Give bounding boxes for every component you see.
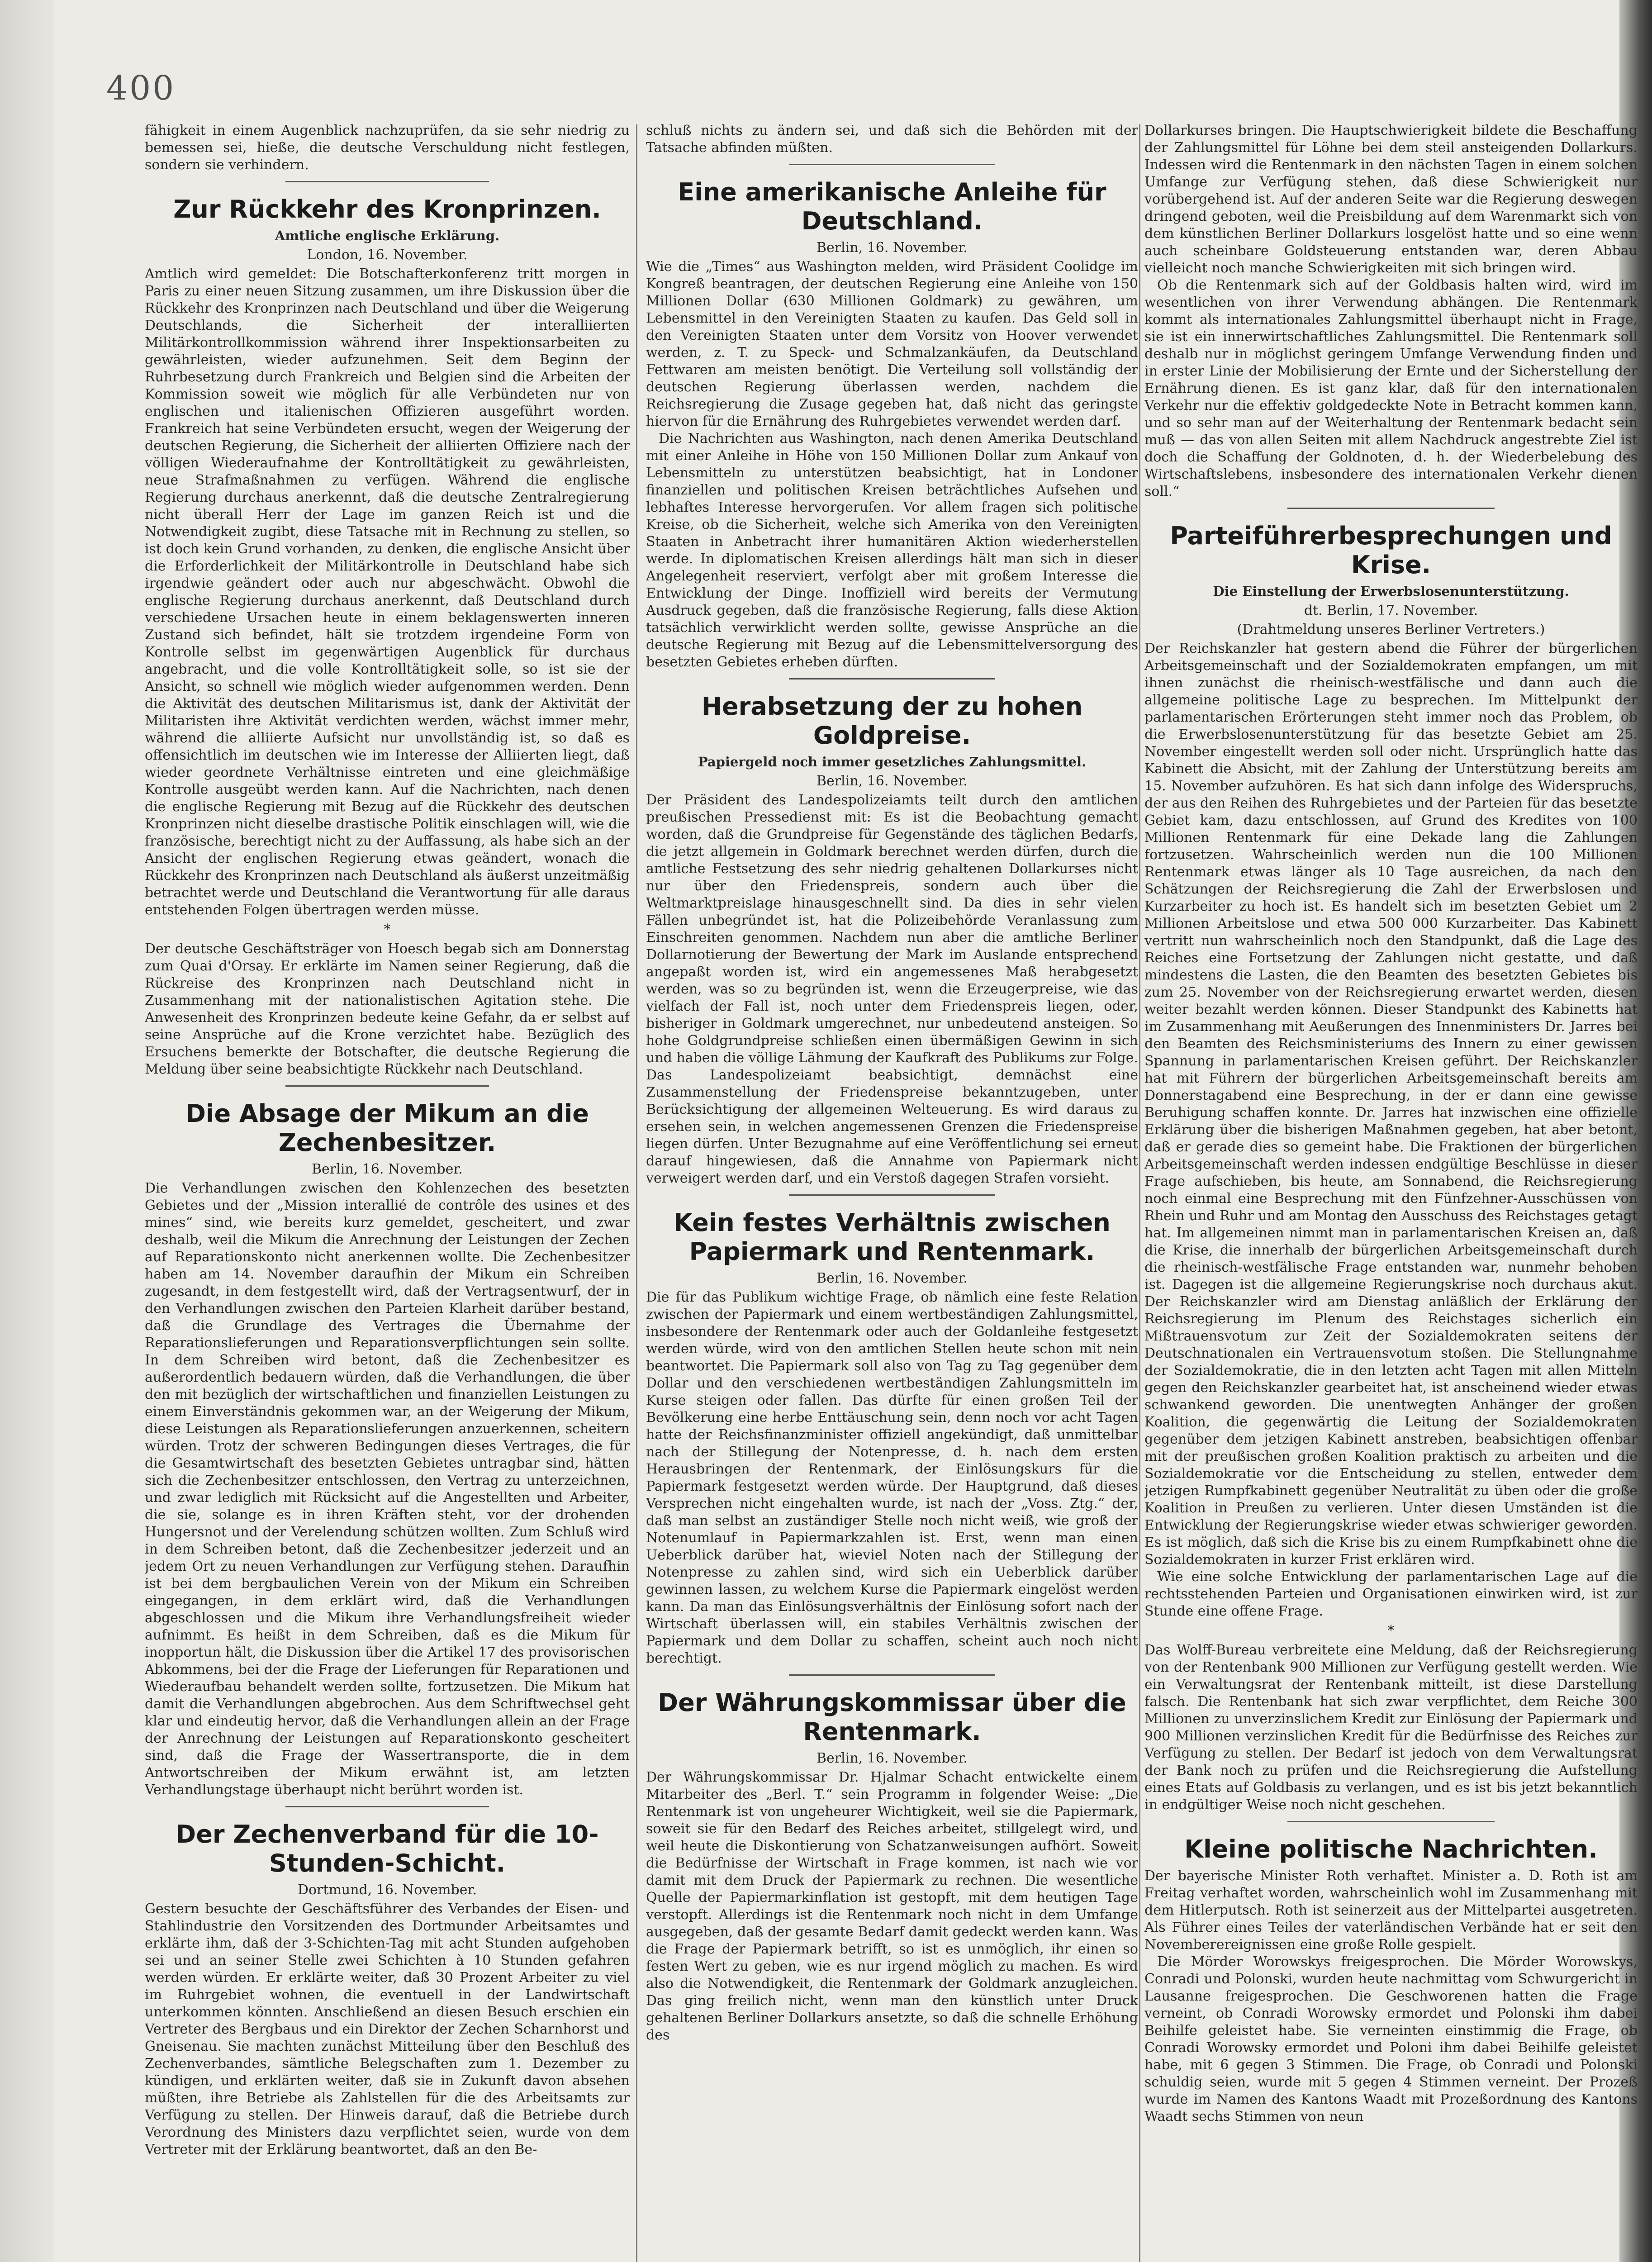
column-3 [1144, 122, 1638, 2262]
article-dateline: dt. Berlin, 17. November. [1304, 603, 1478, 618]
article-subtitle: Papiergeld noch immer gesetzliches Zahlungsmittel. [698, 754, 1087, 770]
column-continuation-text: fähigkeit in einem Augenblick nachzuprüfen, da sie sehr niedrig zu bemessen sei, hieße, die deutsche Verschuldung nicht festlegen, sondern sie verhindern. [145, 123, 630, 173]
article-note: (Drahtmeldung unseres Berliner Vertreters.) [1237, 622, 1545, 637]
article-body: Der Präsident des Landespolizeiamts teilt durch den amtlichen preußischen Pressedienst mit: Es ist die Beobachtung gemacht worden, daß die Grundpreise für Gegenstände des täglichen Bedarfs, die jetzt allgemein in Goldmark berechnet werden dürfen, durch die amtliche Festsetzung des sehr niedrig gehaltenen Dollarkurses nicht nur über den Friedenspreis, sondern auch über die Weltmarktpreislage hinausgeschnellt sind. Da dies in sehr vielen Fällen unbegründet ist, hat die Polizeibehörde Veranlassung zum Einschreiten genommen. Nachdem nun aber die amtliche Berliner Dollarnotierung der Bewertung der Mark im Auslande entsprechend angepaßt worden ist, wird ein angemessenes Maß herabgesetzt werden, was so zu begründen ist, wenn die Erzeugerpreise, wie das vielfach der Fall ist, noch unter dem Friedenspreis liegen, oder, bisheriger in Goldmark umgerechnet, nur unbedeutend ansteigen. So hohe Goldgrundpreise schließen einen übermäßigen Gewinn in sich und haben die völlige Lähmung der Kaufkraft des Publikums zur Folge. Das Landespolizeiamt beabsichtigt, demnächst eine Zusammenstellung der Friedenspreise bekanntzugeben, unter Berücksichtigung der allgemeinen Welteuerung. Es wird daraus zu ersehen sein, in welchen angemessenen Grenzen die Friedenspreise liegen dürfen. Unter Bezugnahme auf eine Veröffentlichung sei erneut darauf hingewiesen, daß die Annahme von Papiermark nicht verweigert werden darf, und ein Verstoß dagegen Strafen vorsieht. [646, 792, 1138, 1186]
column-rule [636, 124, 637, 2262]
article-title-papiermark: Kein festes Verhältnis zwischen Papiermark und Rentenmark. [674, 1208, 1111, 1266]
article-title-zechenverband: Der Zechenverband für die 10-Stunden-Schicht. [176, 1820, 599, 1877]
page-binding-shadow [0, 0, 54, 2262]
article-separator [789, 678, 996, 680]
article-subtitle: Amtliche englische Erklärung. [275, 228, 500, 243]
article-dateline: Berlin, 16. November. [817, 240, 968, 256]
article-body: Der deutsche Geschäftsträger von Hoesch begab sich am Donnerstag zum Quai d'Orsay. Er erklärte im Namen seiner Regierung, daß die Rückreise des Kronprinzen nach Deutschland nicht in Zusammenhang mit der nationalistischen Agitation stehe. Die Anwesenheit des Kronprinzen bedeute keine Gefahr, da er selbst auf seine Ansprüche auf die Krone verzichtet habe. Bezüglich des Ersuchens bemerkte der Botschafter, die deutsche Regierung die Meldung über seine beabsichtigte Rückkehr nach Deutschland. [145, 941, 630, 1077]
article-dateline: Berlin, 16. November. [817, 1270, 968, 1286]
column-1 [145, 122, 630, 2262]
article-dateline: Dortmund, 16. November. [297, 1882, 477, 1898]
column-continuation-text: Dollarkurses bringen. Die Hauptschwierigkeit bildete die Beschaffung der Zahlungsmittel für Löhne bei dem steil ansteigenden Dollarkurs. Indessen wird die Rentenmark in den nächsten Tagen in einem solchen Umfange zur Verfügung stehen, daß diese Schwierigkeit nur vorübergehend ist. Auf der anderen Seite war die Regierung deswegen dringend geboten, weil die Preisbildung auf dem Warenmarkt sich von dem künstlichen Berliner Dollarkurs losgelöst hatte und so eine wenn auch scheinbare Goldsteuerung entstanden war, deren Abbau vielleicht noch manche Schwierigkeiten mit sich bringen wird. [1144, 123, 1638, 276]
article-title-mikum: Die Absage der Mikum an die Zechenbesitzer. [185, 1099, 589, 1157]
column-rule [1139, 124, 1140, 2262]
article-dateline: Berlin, 16. November. [817, 1750, 968, 1766]
article-dateline: Berlin, 16. November. [817, 773, 968, 789]
article-body: Amtlich wird gemeldet: Die Botschafterkonferenz tritt morgen in Paris zu einer neuen Sitzung zusammen, um ihre Diskussion über die Rückkehr des Kronprinzen nach Deutschland und über die Weigerung Deutschlands, die Sicherheit der interalliierten Militärkontrollkommission während ihrer Inspektionsarbeiten zu gewährleisten, wieder aufzunehmen. Seit dem Beginn der Ruhrbesetzung durch Frankreich und Belgien sind die Arbeiten der Kommission soweit wie möglich für alle Verbündeten nur von englischen und italienischen Offizieren ausgeführt worden. Frankreich hat seine Verbündeten ersucht, wegen der Weigerung der deutschen Regierung, die Sicherheit der alliierten Offiziere nach der völligen Wiederaufnahme der Kontrolltätigkeit zu gewährleisten, neue Strafmaßnahmen zu verfügen. Während die englische Regierung durchaus anerkennt, daß die deutsche Zentralregierung nicht überall Herr der Lage im ganzen Reich ist und die Notwendigkeit zugibt, diese Tatsache mit in Rechnung zu stellen, so ist doch kein Grund vorhanden, zu denken, die englische Ansicht über die Erforderlichkeit der Militärkontrolle in Deutschland habe sich irgendwie geändert oder auch nur abgeschwächt. Obwohl die englische Regierung durchaus anerkennt, daß Deutschland durch verschiedene Ursachen heute in einem beklagenswerten inneren Zustand sich befindet, hält sie trotzdem irgendeine Form von Kontrolle selbst im gegenwärtigen Augenblick für durchaus angebracht, und die volle Kontrolltätigkeit solle, so ist sie der Ansicht, so schnell wie möglich wieder aufgenommen werden. Denn die Aktivität des deutschen Militarismus ist, dank der Aktivität der Militaristen ihre Aktivität verdichten werden, wächst immer mehr, während die alliierte Aufsicht nur unvollständig ist, so daß es offensichtlich im deutschen wie im Interesse der Alliierten liegt, daß wieder geordnete Verhältnisse eintreten und eine gleichmäßige Kontrolle ausgeübt werden kann. Auf die Nachrichten, nach denen die englische Regierung mit Bezug auf die Rückkehr des deutschen Kronprinzen nicht dieselbe drastische Politik einschlagen will, wie die französische, berechtigt nicht zu der Auffassung, als habe sich an der Ansicht der englischen Regierung etwas geändert, wonach die Rückkehr des Kronprinzen nach Deutschland als äußerst unzeitmäßig betrachtet werde und Deutschland die Verantwortung für alle daraus entstehenden Folgen übertragen werden müsse. [145, 266, 630, 918]
article-dateline: Berlin, 16. November. [312, 1161, 463, 1177]
article-title-parteifuehrer: Parteiführerbesprechungen und Krise. [1170, 522, 1612, 579]
column-2 [646, 122, 1138, 2262]
article-title-kleine-nachrichten: Kleine politische Nachrichten. [1184, 1835, 1598, 1863]
article-separator [1287, 508, 1495, 509]
article-dateline: London, 16. November. [307, 247, 468, 263]
article-title-goldpreise: Herabsetzung der zu hohen Goldpreise. [701, 692, 1083, 750]
article-separator [285, 181, 489, 182]
article-body: Wie die „Times“ aus Washington melden, wird Präsident Coolidge im Kongreß beantragen, der deutschen Regierung eine Anleihe von 150 Millionen Dollar (630 Millionen Goldmark) zu gewähren, um Lebensmittel in den Vereinigten Staaten zu kaufen. Das Geld soll in den Vereinigten Staaten unter dem Vorsitz von Hoover verwendet werden, z. T. zu Speck- und Schmalzankäufen, da Deutschland Fettwaren am meisten benötigt. Die Verteilung soll vollständig der deutschen Regierung überlassen werden, nachdem die Reichsregierung die Zusage gegeben hat, daß nicht das geringste hiervon für die Ernährung des Ruhrgebietes verwendet werden darf. [646, 259, 1138, 429]
article-body: Die Mörder Worowskys freigesprochen. Die Mörder Worowskys, Conradi und Polonski, wurden heute nachmittag vom Schwurgericht in Lausanne freigesprochen. Die Geschworenen hatten die Frage verneint, ob Conradi Worowsky ermordet und Polonski ihm dabei Beihilfe geleistet habe. Sie verneinten einstimmig die Frage, ob Conradi Worowsky ermordet und Poloni ihm dabei Beihilfe geleistet habe, mit 6 gegen 3 Stimmen. Die Frage, ob Conradi und Polonski schuldig seien, wurde mit 5 gegen 4 Stimmen verneint. Der Prozeß wurde im Namen des Kantons Waadt mit Prozeßordnung des Kantons Waadt sechs Stimmen von neun [1144, 1954, 1638, 2124]
article-body: Das Wolff-Bureau verbreitete eine Meldung, daß der Reichsregierung von der Rentenbank 900 Millionen zur Verfügung gestellt werden. Wie ein Verwaltungsrat der Rentenbank mitteilt, ist diese Darstellung falsch. Die Rentenbank hat sich zwar verpflichtet, dem Reiche 300 Millionen zu unverzinslichem Kredit zur Einlösung der Papiermark und 900 Millionen verzinslichen Kredit für die Bedürfnisse des Reiches zur Verfügung zu stellen. Der Bedarf ist jedoch von dem Verwaltungsrat der Bank noch zu prüfen und die Reichsregierung die Aufstellung eines Etats auf Goldbasis zu verlangen, und es ist bis jetzt bekanntlich in endgültiger Weise noch nicht geschehen. [1144, 1642, 1638, 1813]
article-separator [789, 1674, 996, 1676]
article-separator [789, 164, 996, 165]
article-separator [1287, 1821, 1495, 1822]
article-body: Die für das Publikum wichtige Frage, ob nämlich eine feste Relation zwischen der Papiermark und einem wertbeständigen Zahlungsmittel, insbesondere der Rentenmark oder auch der Goldanleihe festgesetzt werden würde, wird von den amtlichen Stellen heute schon mit nein beantwortet. Die Papiermark soll also von Tag zu Tag gegenüber dem Dollar und den verschiedenen wertbeständigen Zahlungsmitteln im Kurse steigen oder fallen. Das dürfte für einen großen Teil der Bevölkerung eine herbe Enttäuschung sein, denn noch vor acht Tagen hatte der Reichsfinanzminister offiziell angekündigt, daß unmittelbar nach der Stillegung der Notenpresse, d. h. nach dem ersten Herausbringen der Rentenmark, der Einlösungskurs für die Papiermark festgesetzt werden würde. Der Hauptgrund, daß dieses Versprechen nicht eingehalten wurde, ist nach der „Voss. Ztg.“ der, daß man selbst an zuständiger Stelle noch nicht weiß, wie groß der Notenumlauf in Papiermarkzahlen ist. Erst, wenn man einen Ueberblick darüber hat, wieviel Noten nach der Stillegung der Notenpresse zu zahlen sind, wird sich ein Ueberblick darüber gewinnen lassen, zu welchem Kurse die Papiermark eingelöst werden kann. Da man das Einlösungsverhältnis der Einlösung sofort nach der Wirtschaft überlassen will, ein stabiles Verhältnis zwischen der Papiermark und dem Dollar zu schaffen, scheint auch noch nicht berechtigt. [646, 1289, 1138, 1666]
article-subtitle: Die Einstellung der Erwerbslosenunterstützung. [1213, 584, 1569, 599]
article-body: Ob die Rentenmark sich auf der Goldbasis halten wird, wird im wesentlichen von ihrer Verwendung abhängen. Die Rentenmark kommt als internationales Zahlungsmittel überhaupt nicht in Frage, sie ist ein innerwirtschaftliches Zahlungsmittel. Die Rentenmark soll deshalb nur in möglichst geringem Umfange Verwendung finden und in erster Linie der Mobilisierung der Ernte und der Sicherstellung der Ernährung dienen. Es ist ganz klar, daß für den internationalen Verkehr nur die effektiv goldgedeckte Note in Betracht kommen kann, und so sehr man auf der Weiterhaltung der Rentenmark bedacht sein muß — das von allen Seiten mit allem Nachdruck angestrebte Ziel ist doch die Schaffung der Goldnoten, d. h. der Wiederbelebung des Wirtschaftslebens, insbesondere des internationalen Verkehr dienen soll.“ [1144, 277, 1638, 499]
article-body: Wie eine solche Entwicklung der parlamentarischen Lage auf die rechtsstehenden Parteien und Organisationen einwirken wird, ist zur Stunde eine offene Frage. [1144, 1569, 1638, 1619]
column-continuation-text: schluß nichts zu ändern sei, und daß sich die Behörden mit der Tatsache abfinden müßten. [646, 123, 1138, 156]
page-number: 400 [106, 69, 176, 108]
article-separator [285, 1085, 489, 1087]
article-separator [285, 1806, 489, 1807]
section-star: * [384, 922, 391, 937]
article-body: Der Währungskommissar Dr. Hjalmar Schacht entwickelte einem Mitarbeiter des „Berl. T.“ sein Programm in folgender Weise: „Die Rentenmark ist von ungeheurer Wichtigkeit, weil sie die Papiermark, soweit sie für den Bedarf des Reiches arbeitet, stillgelegt wird, und weil heute die Diskontierung von Schatzanweisungen aufhört. Soweit die Bedürfnisse der Wirtschaft in Frage kommen, ist nach wie vor damit mit dem Druck der Papiermark zu rechnen. Die wesentliche Quelle der Papiermarkinflation ist gestopft, mit dem heutigen Tage verstopft. Allerdings ist die Rentenmark noch nicht in dem Umfange ausgegeben, daß der gesamte Bedarf damit gedeckt werden kann. Was die Frage der Papiermark betrifft, so ist es unmöglich, ihr einen so festen Wert zu geben, wie es nur irgend möglich zu machen. Es wird also die Notwendigkeit, die Rentenmark der Goldmark anzugleichen. Das ging freilich nicht, wenn man den künstlich unter Druck gehaltenen Berliner Dollarkurs ansetzte, so daß die schnelle Erhöhung des [646, 1769, 1138, 2043]
article-separator [789, 1194, 996, 1196]
article-title-kronprinz: Zur Rückkehr des Kronprinzen. [173, 195, 601, 223]
section-star: * [1387, 1623, 1395, 1639]
article-body: Gestern besuchte der Geschäftsführer des Verbandes der Eisen- und Stahlindustrie den Vorsitzenden des Dortmunder Arbeitsamtes und erklärte ihm, daß der 3-Schichten-Tag mit acht Stunden aufgehoben sei und an seiner Stelle zwei Schichten à 10 Stunden gefahren werden würden. Er erklärte weiter, daß 30 Prozent Arbeiter zu viel im Ruhrgebiet wohnen, die eventuell in der Landwirtschaft unterkommen könnten. Anschließend an diesen Besuch erschien ein Vertreter des Bergbaus und ein Direktor der Zechen Scharnhorst und Gneisenau. Sie machten zunächst Mitteilung über den Beschluß des Zechenverbandes, sämtliche Belegschaften zum 1. Dezember zu kündigen, und erklärten weiter, daß sie in Zukunft davon absehen müßten, ihre Betriebe als Zahlstellen für die des Arbeitsamts zur Verfügung zu stellen. Der Hinweis darauf, daß die Betriebe durch Verordnung des Ministers dazu verpflichtet seien, wurde von dem Vertreter mit der Erklärung beantwortet, daß an den Be- [145, 1901, 630, 2157]
article-body: Die Nachrichten aus Washington, nach denen Amerika Deutschland mit einer Anleihe in Höhe von 150 Millionen Dollar zum Ankauf von Lebensmitteln zu unterstützen beabsichtigt, hat in Londoner finanziellen und politischen Kreisen beträchtliches Aufsehen und lebhaftes Interesse hervorgerufen. Vor allem fragen sich politische Kreise, ob die Sicherheit, welche sich Amerika von den Vereinigten Staaten in Anbetracht ihrer humanitären Aktion wiederherstellen werde. In diplomatischen Kreisen allerdings hält man sich in dieser Angelegenheit reserviert, verfolgt aber mit großem Interesse die Entwicklung der Dinge. Inoffiziell wird bereits der Vermutung Ausdruck gegeben, daß die französische Regierung, falls diese Aktion tatsächlich verwirklicht werden sollte, gewisse Ansprüche an die deutsche Regierung mit Bezug auf die Lebensmittelversorgung des besetzten Gebietes erheben dürften. [646, 431, 1138, 670]
article-body: Der bayerische Minister Roth verhaftet. Minister a. D. Roth ist am Freitag verhaftet worden, wahrscheinlich wohl im Zusammenhang mit dem Hitlerputsch. Roth ist seinerzeit aus der Mittelpartei ausgetreten. Als Führer eines Teiles der vaterländischen Verbände hat er seit den Novemberereignissen eine große Rolle gespielt. [1144, 1868, 1638, 1953]
article-title-anleihe: Eine amerikanische Anleihe für Deutschland. [678, 178, 1106, 235]
article-title-waehrungskommissar: Der Währungskommissar über die Rentenmark. [658, 1688, 1126, 1746]
article-body: Die Verhandlungen zwischen den Kohlenzechen des besetzten Gebietes und der „Mission interallié de contrôle des usines et des mines“ sind, wie bereits kurz gemeldet, gescheitert, und zwar deshalb, weil die Mikum die Anrechnung der Leistungen der Zechen auf Reparationskonto nicht anerkennen wollte. Die Zechenbesitzer haben am 14. November daraufhin der Mikum ein Schreiben zugesandt, in dem festgestellt wird, daß der Vertragsentwurf, der in den Verhandlungen zwischen den Parteien Klarheit darüber bestand, daß die Grundlage des Vertrages die Übernahme der Reparationslieferungen und Reparationsverpflichtungen sein sollte. In dem Schreiben wird betont, daß die Zechenbesitzer es außerordentlich bedauern würden, daß die Verhandlungen, die über den mit bezüglich der wirtschaftlichen und finanziellen Leistungen zu einem Einverständnis gekommen war, an der Weigerung der Mikum, diese Leistungen als Reparationslieferungen anzuerkennen, scheitern würden. Trotz der schweren Bedingungen dieses Vertrages, die für die Gesamtwirtschaft des besetzten Gebietes untragbar sind, hätten sich die Zechenbesitzer entschlossen, den Vertrag zu unterzeichnen, und zwar lediglich mit Rücksicht auf die Angestellten und Arbeiter, die sie, solange es in ihren Kräften steht, vor der drohenden Hungersnot und der Verelendung schützen wollten. Zum Schluß wird in dem Schreiben betont, daß die Zechenbesitzer jederzeit und an jedem Ort zu neuen Verhandlungen zur Verfügung stehen. Daraufhin ist bei dem bergbaulichen Verein von der Mikum ein Schreiben eingegangen, in dem erklärt wird, daß die Verhandlungen abgeschlossen und die Mikum ihre Verhandlungsfreiheit wieder aufnimmt. Es heißt in dem Schreiben, daß es die Mikum für inopportun hält, die Diskussion über die Artikel 17 des provisorischen Abkommens, bei der die Frage der Lieferungen für Reparationen und Wiederaufbau behandelt werden sollte, fortzusetzen. Die Mikum hat damit die Verhandlungen abgebrochen. Aus dem Schriftwechsel geht klar und eindeutig hervor, daß die Verhandlungen allein an der Frage der Anrechnung der Leistungen auf Reparationskonto gescheitert sind, daß die Frage der Wassertransporte, die in dem Antwortschreiben der Mikum erwähnt ist, am letzten Verhandlungstage überhaupt nicht berührt worden ist. [145, 1180, 630, 1798]
article-body: Der Reichskanzler hat gestern abend die Führer der bürgerlichen Arbeitsgemeinschaft und der Sozialdemokraten empfangen, um mit ihnen zunächst die rheinisch-westfälische und dann auch die allgemeine politische Lage zu besprechen. Im Mittelpunkt der parlamentarischen Erörterungen steht immer noch das Problem, ob die Erwerbslosenunterstützung für das besetzte Gebiet am 25. November eingestellt werden soll oder nicht. Ursprünglich hatte das Kabinett die Absicht, mit der Zahlung der Unterstützung bereits am 15. November aufzuhören. Es hat sich dann infolge des Widerspruchs, der aus den Reihen des Ruhrgebietes und der Parteien für das besetzte Gebiet kam, dazu entschlossen, auf Grund des Kredites von 100 Millionen Rentenmark für eine Dekade lang die Zahlungen fortzusetzen. Wahrscheinlich werden nun die 100 Millionen Rentenmark etwas länger als 10 Tage ausreichen, da nach den Schätzungen der Reichsregierung die Zahl der Erwerbslosen und Kurzarbeiter zu hoch ist. Es handelt sich im besetzten Gebiet um 2 Millionen Arbeitslose und etwa 500 000 Kurzarbeiter. Das Kabinett vertritt nun wahrscheinlich noch den Standpunkt, daß die Lage des Reiches eine Fortsetzung der Zahlungen nicht gestatte, und daß mindestens die Lasten, die den Beamten des besetzten Gebietes bis zum 25. November von der Reichsregierung erwartet werden, diesen weiter bezahlt werden können. Dieser Standpunkt des Kabinetts hat im Zusammenhang mit Aeußerungen des Innenministers Dr. Jarres bei den Beamten des Reichsministeriums des Innern zu einer gewissen Spannung in parlamentarischen Kreisen geführt. Der Reichskanzler hat mit Führern der bürgerlichen Arbeitsgemeinschaft bereits am Donnerstagabend eine Besprechung, in der er dann eine gewisse Beruhigung schaffen konnte. Dr. Jarres hat inzwischen eine offizielle Erklärung über die bisherigen Maßnahmen gegeben, hat aber betont, daß er gerade dies so gemeint habe. Die Fraktionen der bürgerlichen Arbeitsgemeinschaft werden indessen endgültige Beschlüsse in dieser Frage aufschieben, bis heute, am Sonnabend, die Reichsregierung noch einmal eine Besprechung mit den Fünfzehner-Ausschüssen von Rhein und Ruhr und am Montag den Ausschuss des Reichstages getagt hat. Im allgemeinen nimmt man in parlamentarischen Kreisen an, daß die Krise, die innerhalb der bürgerlichen Arbeitsgemeinschaft durch die rheinisch-westfälische Frage entstanden war, nunmehr behoben ist. Dagegen ist die allgemeine Regierungskrise noch durchaus akut. Der Reichskanzler wird am Dienstag anläßlich der Erklärung der Reichsregierung im Plenum des Reichstages sicherlich ein Mißtrauensvotum zur Zeit der Sozialdemokraten seitens der Deutschnationalen ein Vertrauensvotum stoßen. Die Stellungnahme der Sozialdemokratie, die in den letzten acht Tagen mit allen Mitteln gegen den Reichskanzler gearbeitet hat, ist anscheinend wieder etwas schwankend geworden. Die unentwegten Anhänger der großen Koalition, die gegenwärtig die Leitung der Sozialdemokraten gegenüber dem jetzigen Kabinett anstreben, beabsichtigen offenbar mit der preußischen großen Koalition praktisch zu arbeiten und die Sozialdemokratie vor die Entscheidung zu stellen, entweder dem jetzigen Rumpfkabinett gegenüber Neutralität zu üben oder die große Koalition in Preußen zu verlieren. Unter diesen Umständen ist die Entwicklung der Regierungskrise wieder etwas schwieriger geworden. Es ist möglich, daß sich die Krise bis zu einem Rumpfkabinett ohne die Sozialdemokraten in kurzer Frist erklären wird. [1144, 641, 1638, 1568]
